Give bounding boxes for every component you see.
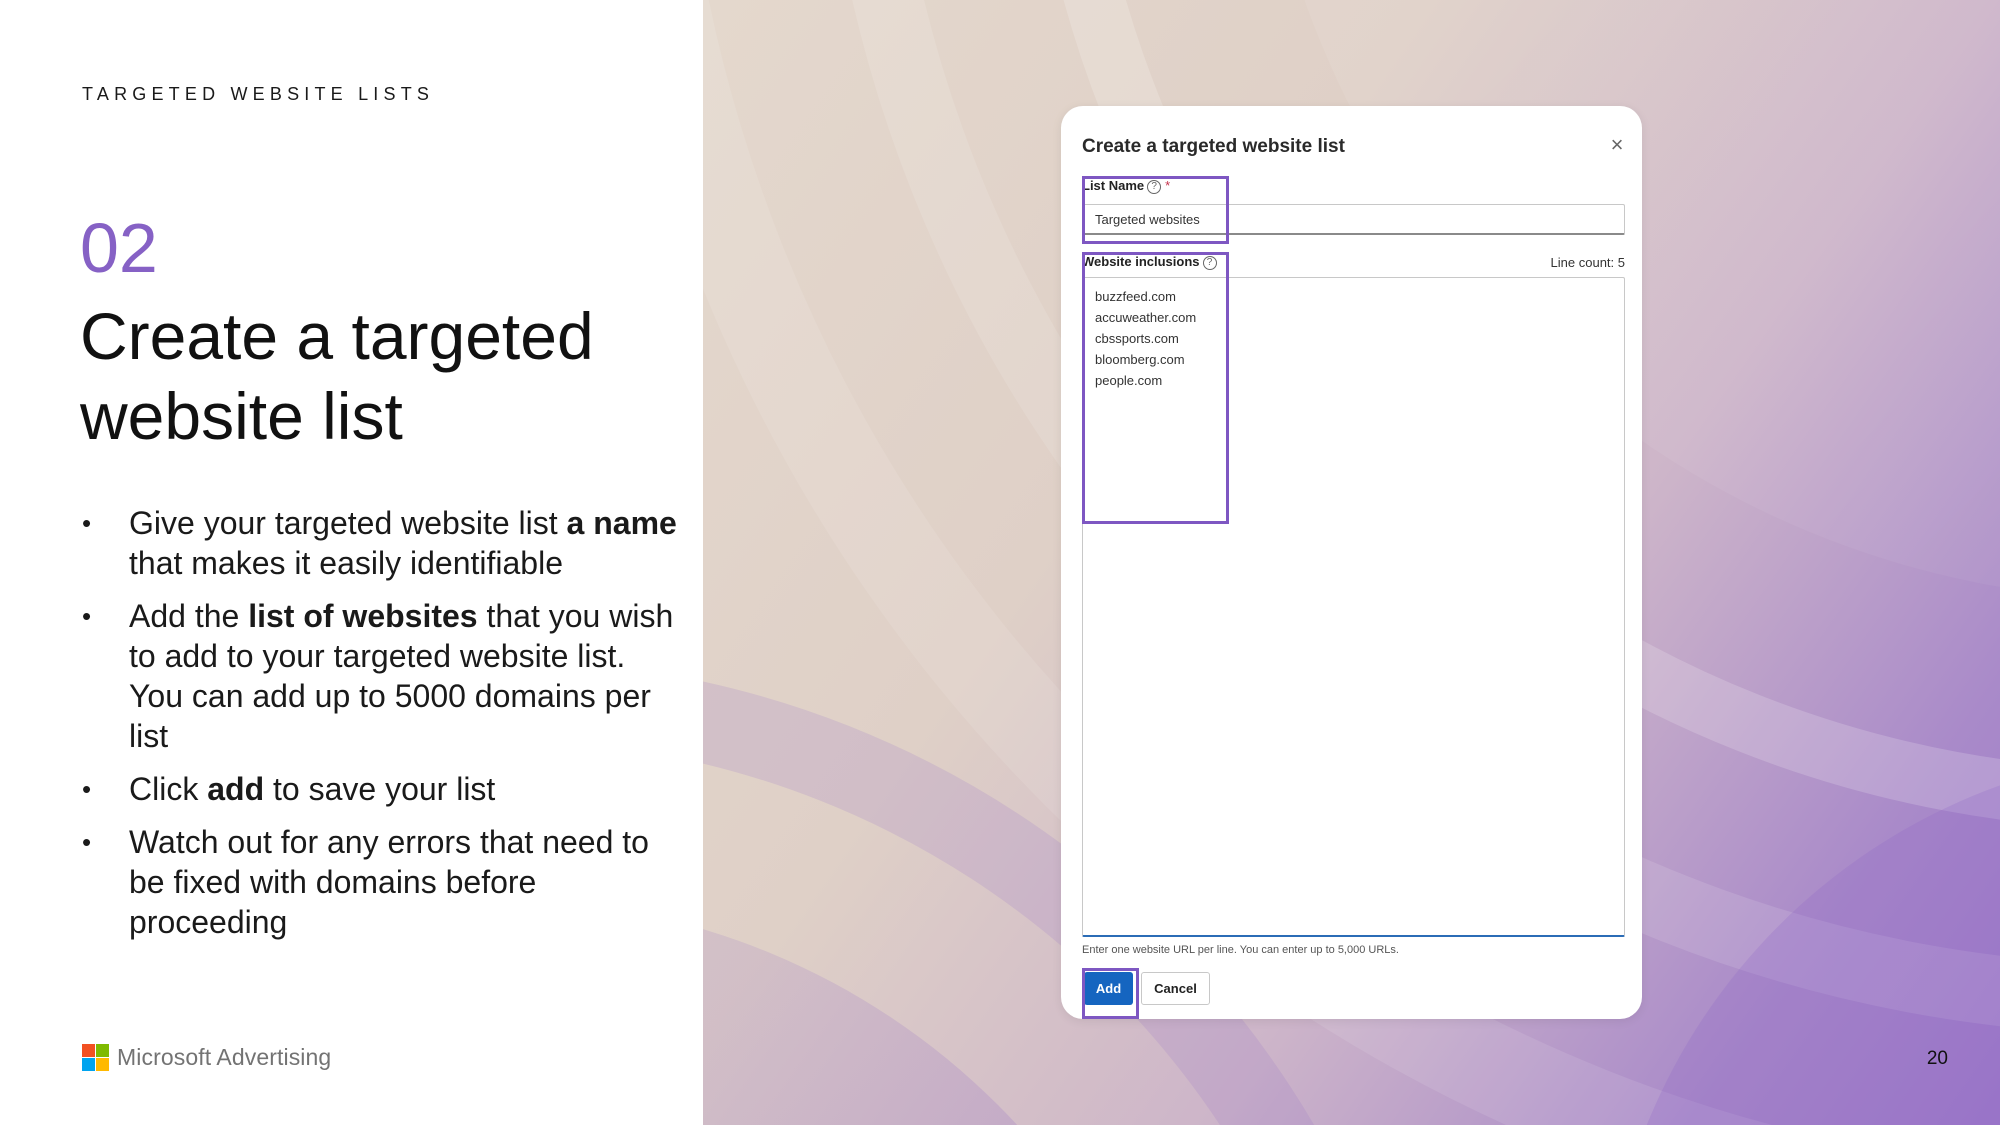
instruction-item: • Give your targeted website list a name that makes it easily identifiable <box>82 505 677 581</box>
instruction-item: • Add the list of websites that you wish to add to your targeted website list. You can add up to 5000 domains per list <box>82 598 674 754</box>
inclusions-hint: Enter one website URL per line. You can enter up to 5,000 URLs. <box>1082 944 1399 956</box>
microsoft-advertising-logo <box>82 1044 331 1071</box>
slide-title: Create a targeted website list <box>80 299 594 453</box>
line-count: Line count: 5 <box>1550 255 1625 270</box>
section-eyebrow: TARGETED WEBSITE LISTS <box>82 84 435 104</box>
instruction-item: • Watch out for any errors that need to be fixed with domains before proceeding <box>82 824 649 940</box>
add-button[interactable]: Add <box>1084 972 1133 1005</box>
close-icon[interactable]: × <box>1610 132 1624 157</box>
microsoft-four-square-icon <box>82 1044 109 1071</box>
step-number: 02 <box>80 209 158 287</box>
cancel-button[interactable]: Cancel <box>1141 972 1210 1005</box>
slide-text-panel <box>0 0 703 1125</box>
instruction-list <box>80 503 680 955</box>
instruction-item: • Click add to save your list <box>82 771 496 807</box>
list-name-label: List Name ? * <box>1082 178 1171 193</box>
required-asterisk: * <box>1165 178 1171 193</box>
question-circle-icon[interactable]: ? <box>1147 180 1161 194</box>
website-inclusions-textarea[interactable] <box>1082 277 1625 937</box>
question-circle-icon[interactable]: ? <box>1203 256 1217 270</box>
website-inclusions-label: Website inclusions ? <box>1082 254 1217 270</box>
dialog-title: Create a targeted website list <box>1082 136 1345 157</box>
page-number: 20 <box>1926 1048 1948 1069</box>
create-targeted-website-list-dialog <box>1061 106 1642 1019</box>
brand-name: Microsoft Advertising <box>117 1044 332 1070</box>
list-name-input[interactable] <box>1082 204 1625 235</box>
